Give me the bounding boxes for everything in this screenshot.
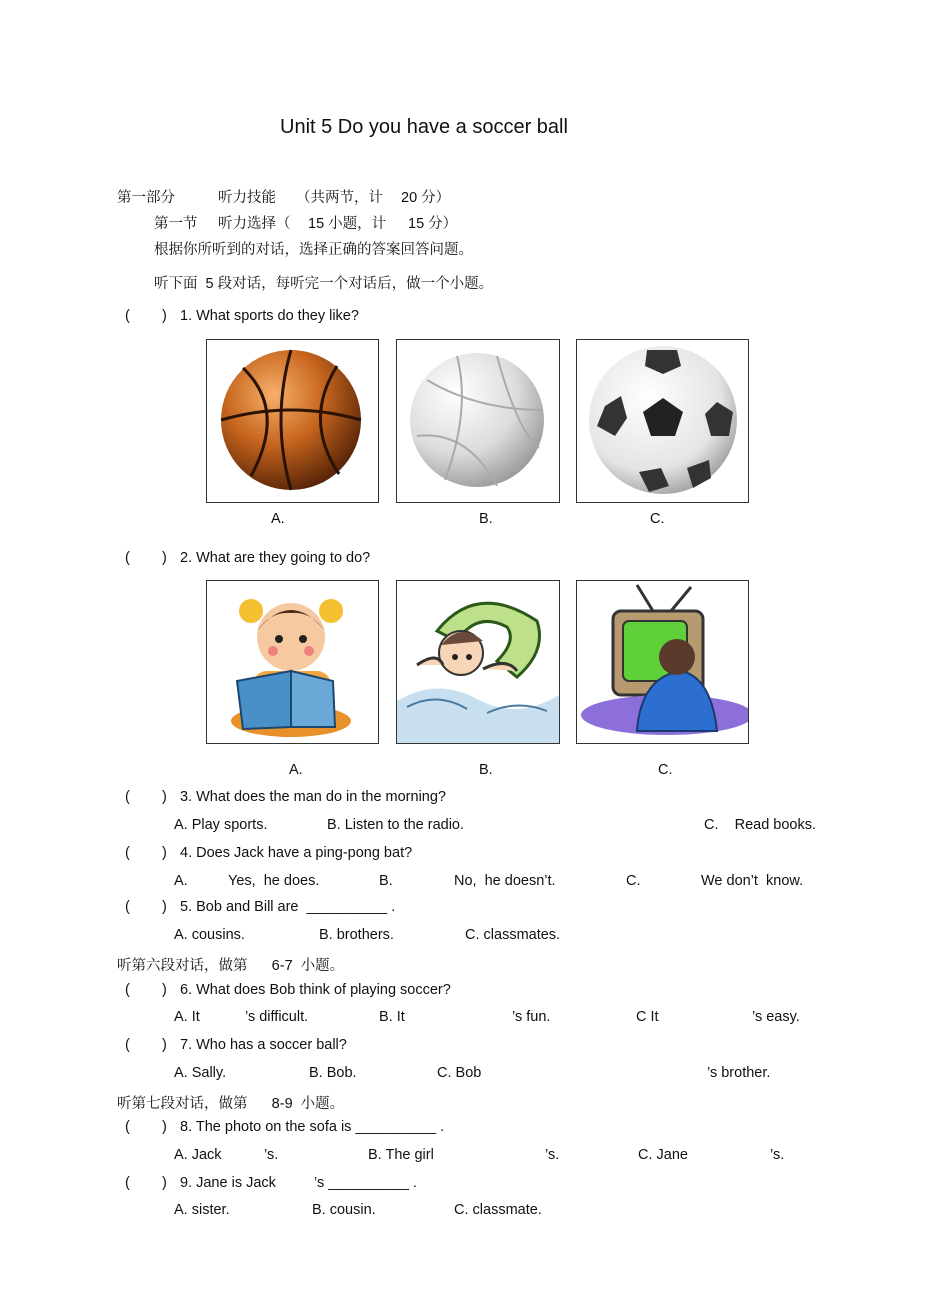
q8-option-b: B. The girl	[368, 1147, 434, 1163]
q6-option-b-rest: ’s fun.	[512, 1009, 551, 1025]
girl-reading-image	[206, 580, 379, 744]
q9-option-c: C. classmate.	[454, 1202, 542, 1218]
q1-label-c: C.	[650, 511, 665, 527]
q6-option-c-rest: ’s easy.	[752, 1009, 800, 1025]
part-points: （共两节，计	[296, 190, 383, 206]
q7-option-c-rest: ’s brother.	[707, 1065, 771, 1081]
question-4-text: 4. Does Jack have a ping-pong bat?	[180, 845, 413, 861]
q8-option-a: A. Jack	[174, 1147, 222, 1163]
section-points: 15 分）	[408, 216, 458, 232]
q8-option-c-rest: ’s.	[770, 1147, 785, 1163]
answer-paren[interactable]: ( )	[125, 789, 167, 805]
q1-label-a: A.	[271, 511, 285, 527]
q4-option-b-letter: B.	[379, 873, 393, 889]
dialog-7-heading: 听第七段对话，做第 8-9 小题。	[117, 1096, 345, 1112]
answer-paren[interactable]: ( )	[125, 899, 167, 915]
question-3-text: 3. What does the man do in the morning?	[180, 789, 446, 805]
q4-option-c: We don’t know.	[701, 873, 804, 889]
section-detail: 15 小题，计	[308, 216, 387, 232]
q5-option-a: A. cousins.	[174, 927, 245, 943]
question-9-text: 9. Jane is Jack	[180, 1175, 276, 1191]
boy-swimming-image	[396, 580, 560, 744]
question-6-text: 6. What does Bob think of playing soccer?	[180, 982, 451, 998]
volleyball-image	[396, 339, 560, 503]
q8-option-b-rest: ’s.	[545, 1147, 560, 1163]
q6-option-a: A. It	[174, 1009, 200, 1025]
q3-option-b: B. Listen to the radio.	[327, 817, 465, 833]
question-2-text: 2. What are they going to do?	[180, 550, 371, 566]
answer-paren[interactable]: ( )	[125, 1037, 167, 1053]
basketball-image	[206, 339, 379, 503]
q4-option-a: Yes, he does.	[228, 873, 320, 889]
q9-option-a: A. sister.	[174, 1202, 230, 1218]
instruction-line-2: 听下面 5 段对话，每听完一个对话后，做一个小题。	[154, 276, 494, 292]
answer-paren[interactable]: ( )	[125, 1175, 167, 1191]
q4-option-c-letter: C.	[626, 873, 641, 889]
q6-option-b: B. It	[379, 1009, 405, 1025]
question-8-text: 8. The photo on the sofa is __________ .	[180, 1119, 445, 1135]
dialog-6-heading: 听第六段对话，做第 6-7 小题。	[117, 958, 345, 974]
q8-option-a-rest: ’s.	[264, 1147, 279, 1163]
q4-option-a-letter: A.	[174, 873, 188, 889]
answer-paren[interactable]: ( )	[125, 1119, 167, 1135]
answer-paren[interactable]: ( )	[125, 982, 167, 998]
q6-option-c: C It	[636, 1009, 659, 1025]
q6-option-a-rest: ’s difficult.	[245, 1009, 309, 1025]
answer-paren[interactable]: ( )	[125, 550, 167, 566]
q2-label-b: B.	[479, 762, 493, 778]
part-heading: 第一部分	[117, 190, 175, 206]
question-1-text: 1. What sports do they like?	[180, 308, 359, 324]
q7-option-c: C. Bob	[437, 1065, 482, 1081]
question-5-text: 5. Bob and Bill are __________ .	[180, 899, 396, 915]
q2-label-c: C.	[658, 762, 673, 778]
answer-paren[interactable]: ( )	[125, 845, 167, 861]
q3-option-a: A. Play sports.	[174, 817, 268, 833]
page-title: Unit 5 Do you have a soccer ball	[280, 116, 568, 138]
q7-option-a: A. Sally.	[174, 1065, 227, 1081]
q3-option-c: C. Read books.	[704, 817, 817, 833]
section-heading: 第一节	[154, 216, 198, 232]
instruction-line-1: 根据你所听到的对话，选择正确的答案回答问题。	[154, 242, 473, 258]
boy-watching-tv-image	[576, 580, 749, 744]
q4-option-b: No, he doesn’t.	[454, 873, 556, 889]
q5-option-b: B. brothers.	[319, 927, 394, 943]
question-9-text-rest: ’s __________ .	[314, 1175, 417, 1191]
soccer-ball-image	[576, 339, 749, 503]
part-name: 听力技能	[218, 190, 276, 206]
part-points-value: 20 分）	[401, 190, 451, 206]
q8-option-c: C. Jane	[638, 1147, 688, 1163]
q9-option-b: B. cousin.	[312, 1202, 376, 1218]
q1-label-b: B.	[479, 511, 493, 527]
q2-label-a: A.	[289, 762, 303, 778]
section-name: 听力选择（	[218, 216, 291, 232]
q5-option-c: C. classmates.	[465, 927, 561, 943]
question-7-text: 7. Who has a soccer ball?	[180, 1037, 347, 1053]
q7-option-b: B. Bob.	[309, 1065, 357, 1081]
answer-paren[interactable]: ( )	[125, 308, 167, 324]
